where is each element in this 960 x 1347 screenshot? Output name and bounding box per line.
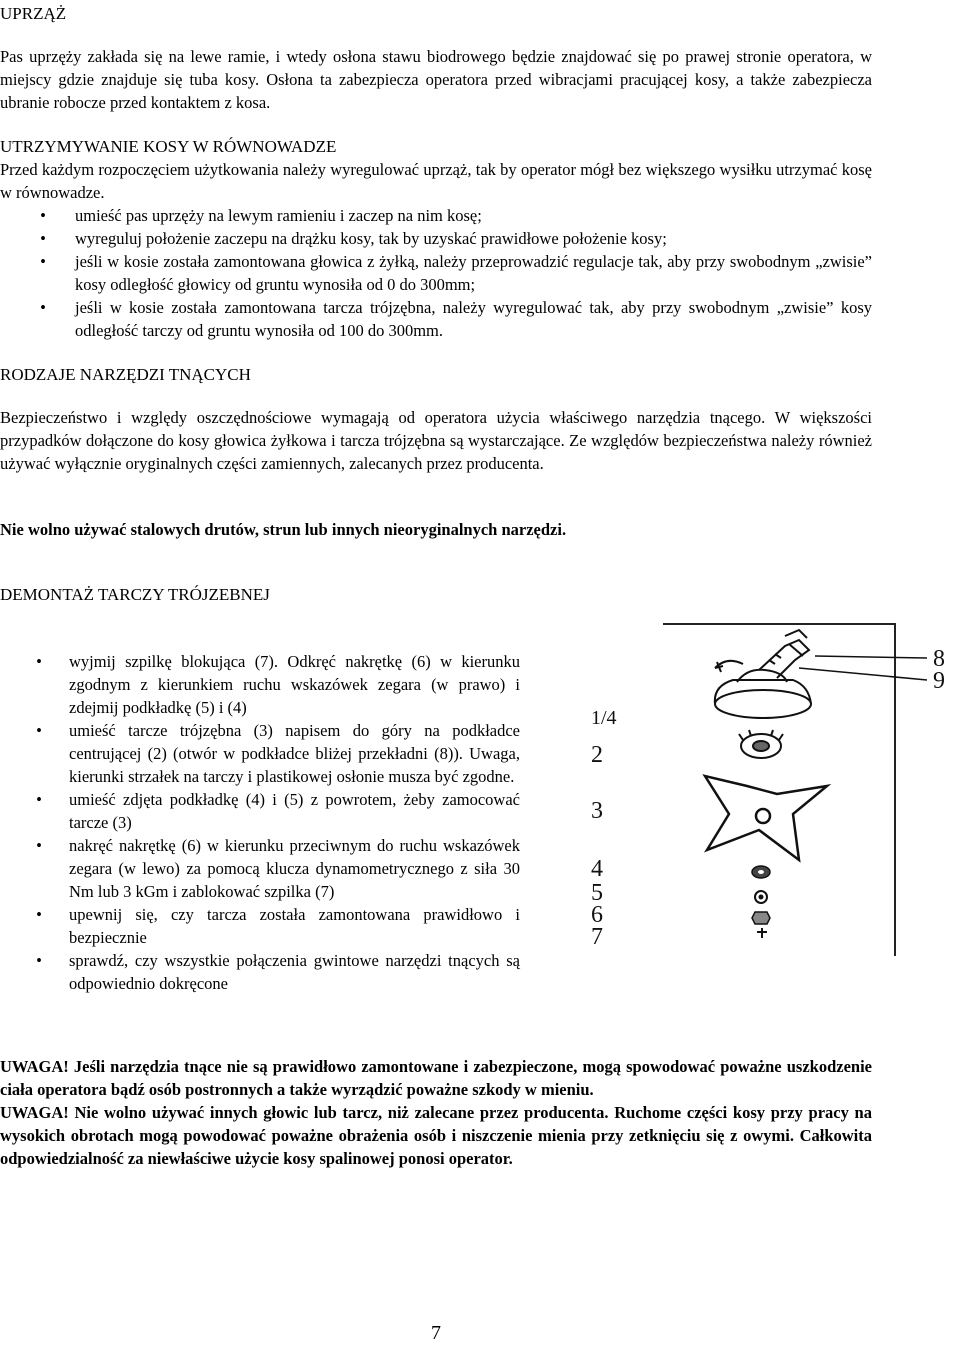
tools-paragraph-block <box>0 406 872 475</box>
harness-paragraph-block <box>0 45 872 114</box>
harness-paragraph: Pas uprzęży zakłada się na lewe ramie, i wtedy osłona stawu biodrowego będzie znajdować się po prawej stronie operatora, w miejscy gdzie znajduje się tuba kosy. Osłona ta zabezpiecza operatora przed wibracjami pracującej kosy, a także zabezpiecza ubranie robocze przed kontaktem z kosa. <box>0 47 872 112</box>
nut-6-drawing <box>752 912 770 924</box>
figure-label-1-4: 1/4 <box>591 707 617 729</box>
section-title-disassembly: DEMONTAŻ TARCZY TRÓJZEBNEJ <box>0 585 270 604</box>
disassembly-bullet-list <box>0 650 520 995</box>
figure-label-9: 9 <box>933 668 945 694</box>
list-item: • jeśli w kosie została zamontowana głowica z żyłką, należy przeprowadzić regulacje tak, aby przy swobodnym „zwisie” kosy odległość głowicy od gruntu wynosiła od 0 do 300mm; <box>0 250 872 296</box>
list-item: • wyreguluj położenie zaczepu na drążku kosy, tak by uzyskać prawidłowe położenie kosy; <box>0 227 872 250</box>
tools-warning-block <box>0 518 872 541</box>
section-balance <box>0 135 872 342</box>
bullet-icon: • <box>36 836 42 855</box>
tools-paragraph: Bezpieczeństwo i względy oszczędnościowe wymagają od operatora użycia właściwego narzędzia tnącego. W większości przypadków dołączone do kosy głowica żyłkowa i tarcza trójzębna są wystarczające. Ze względów bezpieczeństwa należy również używać wyłącznie oryginalnych części zamiennych, zalecanych przez producenta. <box>0 408 872 473</box>
figure-label-4: 4 <box>591 856 603 882</box>
section-tools <box>0 363 872 386</box>
bullet-icon: • <box>36 790 42 809</box>
balance-bullet-list <box>0 204 872 342</box>
bullet-icon: • <box>40 229 46 248</box>
section-title-tools: RODZAJE NARZĘDZI TNĄCYCH <box>0 365 251 384</box>
figure-label-6: 6 <box>591 902 603 928</box>
list-item: • wyjmij szpilkę blokująca (7). Odkręć nakrętkę (6) w kierunku zgodnym z kierunkiem ruchu wskazówek zegara (w prawo) i zdejmij podkładkę (5) i (4) <box>0 650 520 719</box>
list-item: • nakręć nakrętkę (6) w kierunku przeciwnym do ruchu wskazówek zegara (w lewo) za pomocą klucza dynamometrycznego z siła 30 Nm lub 3 kGm i zablokować szpilka (7) <box>0 834 520 903</box>
bullet-icon: • <box>36 721 42 740</box>
figure-label-7: 7 <box>591 924 603 950</box>
figure-label-5: 5 <box>591 880 603 906</box>
list-item: • jeśli w kosie została zamontowana tarcza trójzębna, należy wyregulować tak, aby przy swobodnym „zwisie” kosy odległość tarczy od gruntu wynosiła od 100 do 300mm. <box>0 296 872 342</box>
warnings-block <box>0 1055 872 1170</box>
washer-4-drawing <box>752 866 770 878</box>
page-number: 7 <box>431 1322 441 1344</box>
section-title-balance: UTRZYMYWANIE KOSY W RÓWNOWADZE <box>0 137 337 156</box>
section-harness <box>0 2 872 25</box>
list-item: • sprawdź, czy wszystkie połączenia gwintowe narzędzi tnących są odpowiednio dokręcone <box>0 949 520 995</box>
section-title-harness: UPRZĄŻ <box>0 4 67 23</box>
figure-label-8: 8 <box>933 646 945 672</box>
warning-2: UWAGA! Nie wolno używać innych głowic lub tarcz, niż zalecane przez producenta. Ruchome części kosy przy pracy na wysokich obrotach mogą powodować poważne obrażenia osób i niszczenie mienia przy zetknięciu się z owymi. Całkowita odpowiedzialność za niewłaściwe użycie kosy spalinowej ponosi operator. <box>0 1103 872 1168</box>
section-disassembly <box>0 583 872 606</box>
blade-assembly-figure <box>537 616 960 962</box>
bullet-icon: • <box>36 905 42 924</box>
warning-1: UWAGA! Jeśli narzędzia tnące nie są prawidłowo zamontowane i zabezpieczone, mogą spowodować poważne uszkodzenie ciała operatora bądź osób postronnych a także wyrządzić poważne szkody w mieniu. <box>0 1057 872 1099</box>
bullet-icon: • <box>36 652 42 671</box>
tools-warning: Nie wolno używać stalowych drutów, strun lub innych nieoryginalnych narzędzi. <box>0 520 567 539</box>
balance-paragraph: Przed każdym rozpoczęciem użytkowania należy wyregulować uprząż, tak by operator mógł bez większego wysiłku utrzymać kosę w równowadze. <box>0 160 872 202</box>
bullet-icon: • <box>40 298 46 317</box>
list-item: • upewnij się, czy tarcza została zamontowana prawidłowo i bezpiecznie <box>0 903 520 949</box>
figure-label-3: 3 <box>591 798 603 824</box>
list-item: • umieść tarcze trójzębna (3) napisem do góry na podkładce centrującej (2) (otwór w podkładce bliżej przekładni (8)). Uwaga, kierunki strzałek na tarczy i plastikowej osłonie musza być zgodne. <box>0 719 520 788</box>
bullet-icon: • <box>40 252 46 271</box>
disassembly-steps <box>0 650 520 995</box>
list-item: • umieść zdjęta podkładkę (4) i (5) z powrotem, żeby zamocować tarcze (3) <box>0 788 520 834</box>
figure-label-2: 2 <box>591 742 603 768</box>
bullet-icon: • <box>40 206 46 225</box>
bullet-icon: • <box>36 951 42 970</box>
list-item: • umieść pas uprzęży na lewym ramieniu i zaczep na nim kosę; <box>0 204 872 227</box>
